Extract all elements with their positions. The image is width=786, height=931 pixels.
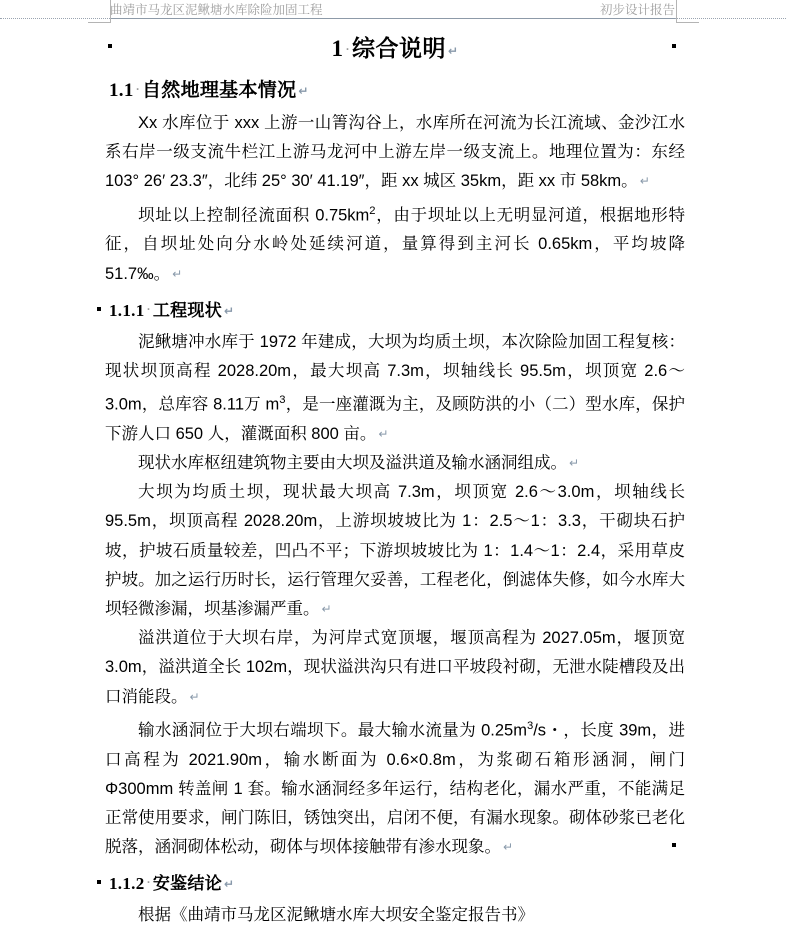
paragraph-text: 根据《曲靖市马龙区泥鳅塘水库大坝安全鉴定报告书》 — [138, 906, 534, 925]
paragraph-geography-location — [105, 109, 685, 197]
document-body — [105, 26, 685, 931]
paragraph-mark: ↵ — [224, 877, 235, 892]
paragraph-text-part2: /s・，长度 39m，进口高程为 2021.90m，输水断面为 0.6×0.8m，为浆砌石箱形涵洞，闸门Φ300mm 转盖闸 1 套。输水涵洞经多年运行，结构老化，漏水严重，不能满足正常使用要求，闸门陈旧，锈蚀突出，启闭不便，有漏水现象。砌体砂浆已老化脱落，涵洞砌体松动，砌体与坝体接触带有渗水现象。 — [105, 721, 685, 857]
heading-separator-dot: · — [135, 82, 140, 96]
heading-1-1-text: 自然地理基本情况 — [141, 80, 297, 101]
heading-1-1-2-text: 安鉴结论 — [152, 874, 223, 894]
paragraph-culvert-description — [105, 712, 685, 863]
paragraph-mark: ↵ — [639, 174, 650, 189]
heading-separator-dot: · — [146, 875, 151, 890]
heading-1-1-2-number: 1.1.2 — [109, 874, 145, 894]
heading-1-1-1-number: 1.1.1 — [109, 300, 145, 320]
margin-mark-top-left — [88, 0, 111, 23]
superscript-cube: 3 — [526, 719, 534, 732]
paragraph-text-part1: 泥鳅塘冲水库于 1972 年建成，大坝为均质土坝，本次除险加固工程复核：现状坝顶高程 2028.20m，最大坝高 7.3m，坝轴线长 95.5m，坝顶宽 2.6～3.0m，总库容 8.11万 m — [105, 332, 685, 414]
heading-1-1-number: 1.1 — [109, 80, 134, 101]
paragraph-text: Xx 水库位于 xxx 上游一山箐沟谷上，水库所在河流为长江流域、金沙江水系右岸一级支流牛栏江上游马龙河中上游左岸一级支流上。地理位置为：东经 103° 26′ 23.3″，北纬 25° 30′ 41.19″，距 xx 城区 35km，距 xx 市 58km。 — [105, 114, 685, 191]
page-header — [0, 0, 786, 22]
heading-1-1-2 — [105, 868, 685, 899]
paragraph-mark: ↵ — [224, 303, 235, 318]
paragraph-mark: ↵ — [569, 456, 580, 471]
superscript-cube: 3 — [279, 394, 286, 407]
paragraph-spillway-description — [105, 624, 685, 712]
paragraph-mark: ↵ — [378, 426, 389, 441]
page-title — [105, 32, 685, 68]
paragraph-text: 现状水库枢纽建筑物主要由大坝及溢洪道及输水涵洞组成。 — [138, 454, 567, 473]
paragraph-mark: ↵ — [189, 689, 200, 704]
paragraph-text-part1: 坝址以上控制径流面积 0.75km — [138, 206, 370, 225]
paragraph-reservoir-overview — [105, 328, 685, 449]
heading-1-1 — [105, 74, 685, 107]
title-number: 1 — [331, 36, 344, 61]
paragraph-mark: ↵ — [298, 84, 309, 98]
margin-mark-top-right — [676, 0, 699, 23]
paragraph-catchment-area — [105, 197, 685, 289]
paragraph-mark: ↵ — [447, 44, 459, 58]
header-text-row — [110, 2, 675, 18]
heading-separator-dot: · — [146, 301, 151, 316]
paragraph-hub-structures — [105, 449, 685, 478]
title-text: 综合说明 — [351, 36, 446, 61]
paragraph-text-part1: 输水涵洞位于大坝右端坝下。最大输水流量为 0.25m — [138, 721, 527, 740]
paragraph-text: 大坝为均质土坝，现状最大坝高 7.3m，坝顶宽 2.6～3.0m，坝轴线长 95.5m，坝顶高程 2028.20m，上游坝坡坡比为 1：2.5～1：3.3，干砌块石护坡，护坡石质量较差，凹凸不平；下游坝坡坡比为 1：1.4～1：2.4，采用草皮护坡。加之运行历时长，运行管理欠妥善，工程老化，倒滤体失修，如今水库大坝轻微渗漏，坝基渗漏严重。 — [105, 483, 685, 619]
heading-1-1-1 — [105, 295, 685, 326]
paragraph-mark: ↵ — [503, 840, 514, 855]
paragraph-dam-description — [105, 478, 685, 624]
header-document-type: 初步设计报告 — [599, 3, 675, 17]
heading-1-1-1-text: 工程现状 — [152, 300, 223, 320]
paragraph-mark: ↵ — [172, 266, 183, 281]
superscript-square: 2 — [369, 204, 376, 217]
title-separator-dot: · — [345, 42, 350, 56]
header-solid-rule — [110, 18, 675, 19]
paragraph-safety-appraisal-partial — [105, 901, 685, 930]
paragraph-text-part2: ，由于坝址以上无明显河道，根据地形特征，自坝址处向分水岭处延续河道，量算得到主河长 0.65km，平均坡降 51.7‰。 — [105, 206, 685, 283]
paragraph-mark: ↵ — [321, 602, 332, 617]
header-project-title: 曲靖市马龙区泥鳅塘水库除险加固工程 — [110, 3, 323, 17]
paragraph-text: 溢洪道位于大坝右岸，为河岸式宽顶堰，堰顶高程为 2027.05m，堰顶宽 3.0m，溢洪道全长 102m，现状溢洪沟只有进口平坡段衬砌，无泄水陡槽段及出口消能段。 — [105, 629, 685, 706]
paragraph-text-part2: ，是一座灌溉为主，及顾防洪的小（二）型水库，保护下游人口 650 人，灌溉面积 800 亩。 — [105, 395, 686, 443]
